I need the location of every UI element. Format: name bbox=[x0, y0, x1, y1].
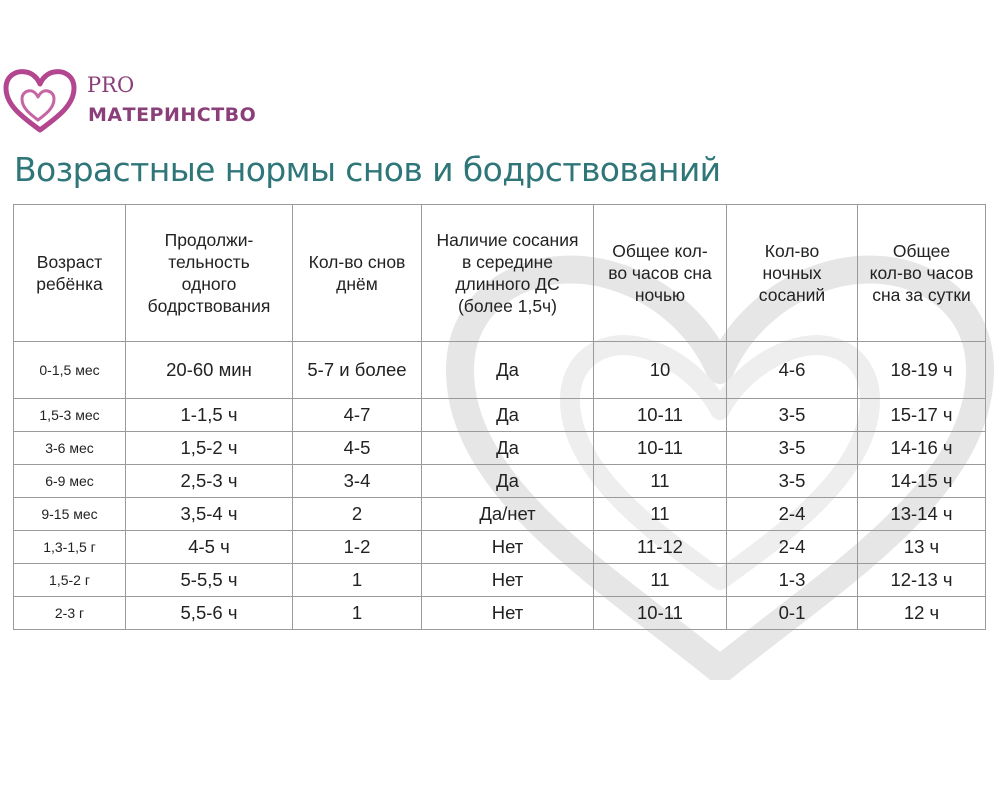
cell-wake-duration: 1-1,5 ч bbox=[126, 399, 293, 432]
cell-day-naps: 1-2 bbox=[293, 531, 422, 564]
cell-night-feedings: 0-1 bbox=[727, 597, 858, 630]
cell-total-sleep: 14-15 ч bbox=[858, 465, 986, 498]
cell-total-sleep: 13-14 ч bbox=[858, 498, 986, 531]
cell-total-sleep: 14-16 ч bbox=[858, 432, 986, 465]
logo-pro-text: PRO bbox=[87, 73, 135, 97]
table-row bbox=[14, 342, 986, 399]
cell-wake-duration: 3,5-4 ч bbox=[126, 498, 293, 531]
cell-night-sleep-hours: 10-11 bbox=[594, 432, 727, 465]
cell-night-sleep-hours: 10-11 bbox=[594, 597, 727, 630]
header-age: Возраст ребёнка bbox=[14, 205, 126, 342]
cell-mid-nap-feeding: Нет bbox=[422, 564, 594, 597]
cell-age: 3-6 мес bbox=[14, 432, 126, 465]
table-row bbox=[14, 597, 986, 630]
cell-day-naps: 3-4 bbox=[293, 465, 422, 498]
cell-age: 9-15 мес bbox=[14, 498, 126, 531]
header-mid-nap-feeding: Наличие сосания в середине длинного ДС (более 1,5ч) bbox=[422, 205, 594, 342]
cell-night-feedings: 4-6 bbox=[727, 342, 858, 399]
cell-total-sleep: 18-19 ч bbox=[858, 342, 986, 399]
header-total-sleep: Общее кол-во часов сна за сутки bbox=[858, 205, 986, 342]
cell-night-feedings: 1-3 bbox=[727, 564, 858, 597]
cell-mid-nap-feeding: Да/нет bbox=[422, 498, 594, 531]
cell-total-sleep: 12 ч bbox=[858, 597, 986, 630]
cell-wake-duration: 5,5-6 ч bbox=[126, 597, 293, 630]
cell-day-naps: 4-5 bbox=[293, 432, 422, 465]
cell-age: 6-9 мес bbox=[14, 465, 126, 498]
cell-night-feedings: 3-5 bbox=[727, 399, 858, 432]
cell-mid-nap-feeding: Да bbox=[422, 465, 594, 498]
header-wake-duration: Продолжи- тельность одного бодрствования bbox=[126, 205, 293, 342]
cell-night-sleep-hours: 11 bbox=[594, 498, 727, 531]
cell-night-feedings: 2-4 bbox=[727, 531, 858, 564]
cell-age: 1,3-1,5 г bbox=[14, 531, 126, 564]
cell-day-naps: 2 bbox=[293, 498, 422, 531]
cell-night-sleep-hours: 11-12 bbox=[594, 531, 727, 564]
cell-wake-duration: 20-60 мин bbox=[126, 342, 293, 399]
table-row bbox=[14, 531, 986, 564]
cell-total-sleep: 12-13 ч bbox=[858, 564, 986, 597]
cell-wake-duration: 4-5 ч bbox=[126, 531, 293, 564]
header-night-feedings: Кол-во ночных сосаний bbox=[727, 205, 858, 342]
cell-night-feedings: 2-4 bbox=[727, 498, 858, 531]
cell-age: 1,5-2 г bbox=[14, 564, 126, 597]
cell-total-sleep: 15-17 ч bbox=[858, 399, 986, 432]
logo-subtitle: МАТЕРИНСТВО bbox=[88, 104, 257, 126]
double-heart-icon bbox=[2, 68, 78, 134]
cell-night-feedings: 3-5 bbox=[727, 432, 858, 465]
page-title: Возрастные нормы снов и бодрствований bbox=[14, 150, 721, 189]
cell-wake-duration: 5-5,5 ч bbox=[126, 564, 293, 597]
cell-night-sleep-hours: 11 bbox=[594, 564, 727, 597]
table-header-row bbox=[14, 205, 986, 342]
table-row bbox=[14, 564, 986, 597]
cell-mid-nap-feeding: Нет bbox=[422, 597, 594, 630]
cell-night-sleep-hours: 10-11 bbox=[594, 399, 727, 432]
cell-mid-nap-feeding: Да bbox=[422, 432, 594, 465]
cell-night-sleep-hours: 11 bbox=[594, 465, 727, 498]
cell-day-naps: 5-7 и более bbox=[293, 342, 422, 399]
cell-day-naps: 1 bbox=[293, 564, 422, 597]
brand-logo bbox=[2, 68, 257, 138]
cell-mid-nap-feeding: Да bbox=[422, 342, 594, 399]
cell-mid-nap-feeding: Нет bbox=[422, 531, 594, 564]
sleep-norms-table bbox=[13, 204, 986, 630]
header-day-naps: Кол-во снов днём bbox=[293, 205, 422, 342]
cell-age: 1,5-3 мес bbox=[14, 399, 126, 432]
table-row bbox=[14, 465, 986, 498]
cell-total-sleep: 13 ч bbox=[858, 531, 986, 564]
cell-day-naps: 1 bbox=[293, 597, 422, 630]
table-row bbox=[14, 399, 986, 432]
header-night-sleep-hours: Общее кол- во часов сна ночью bbox=[594, 205, 727, 342]
cell-night-sleep-hours: 10 bbox=[594, 342, 727, 399]
table-row bbox=[14, 498, 986, 531]
cell-wake-duration: 2,5-3 ч bbox=[126, 465, 293, 498]
cell-day-naps: 4-7 bbox=[293, 399, 422, 432]
table-row bbox=[14, 432, 986, 465]
cell-night-feedings: 3-5 bbox=[727, 465, 858, 498]
cell-wake-duration: 1,5-2 ч bbox=[126, 432, 293, 465]
cell-mid-nap-feeding: Да bbox=[422, 399, 594, 432]
cell-age: 0-1,5 мес bbox=[14, 342, 126, 399]
cell-age: 2-3 г bbox=[14, 597, 126, 630]
